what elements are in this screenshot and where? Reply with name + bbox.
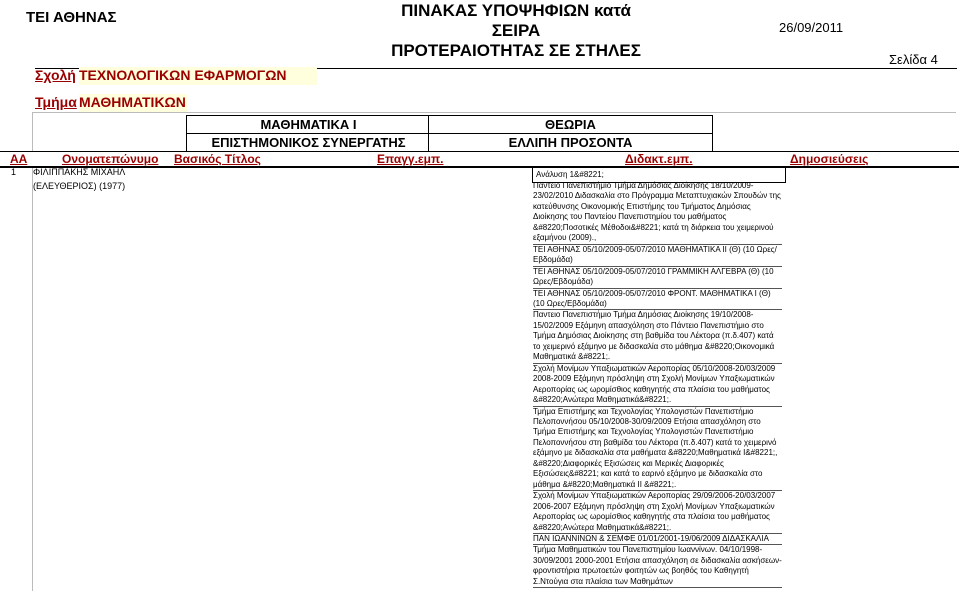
report-date: 26/09/2011 — [779, 20, 844, 35]
teaching-entry: Τμήμα Επιστήμης και Τεχνολογίας Υπολογιστών Πανεπιστήμιο Πελοποννήσου 05/10/2008-30/09/2009 Ετήσια απασχόληση στο Τμήμα Επιστήμης και Τεχνολογίας Υπολογιστών Πανεπιστήμιο Πελοποννήσου στη βαθμίδα του Λέκτορα (π.δ.407) κατά το χειμερινό εξάμηνο με διδασκαλία στα μαθήματα &#8220;Μαθηματικά Ι&#8221;, &#8220;Διαφορικές Εξισώσεις και Μερικές Διαφορικές Εξισώσεις&#8221; και κατά το εαρινό εξάμηνο με διδασκαλία στο μάθημα &#8220;Μαθηματικά ΙΙ &#8221;. — [533, 407, 782, 492]
qualification-status-box: ΕΛΛΙΠΗ ΠΡΟΣΟΝΤΑ — [428, 133, 713, 152]
col-aa: AA — [10, 152, 28, 166]
report-frame — [32, 112, 956, 591]
page-number: Σελίδα 4 — [889, 52, 938, 67]
report-title-line2: ΠΡΟΤΕΡΑΙΟΤΗΤΑΣ ΣΕ ΣΤΗΛΕΣ — [391, 41, 641, 60]
course-box: ΜΑΘΗΜΑΤΙΚΑ Ι — [186, 115, 431, 134]
candidate-name: ΦΙΛΙΠΠΑΚΗΣ ΜΙΧΑΗΛ — [33, 167, 126, 177]
col-name: Ονοματεπώνυμο — [62, 152, 159, 166]
teaching-entry: Σχολή Μονίμων Υπαξιωματικών Αεροπορίας 29/09/2006-20/03/2007 2006-2007 Εξάμηνη πρόσληψη στη Σχολή Μονίμων Υπαξιωματικών Αεροπορίας ως ωρομίσθιος καθηγητής στα πλαίσια του μαθήματος &#8220;Ανώτερα Μαθηματικά&#8221;. — [533, 491, 782, 534]
course-type-box: ΘΕΩΡΙΑ — [428, 115, 713, 134]
analysis-text: Ανάλυση 1&#8221; — [536, 170, 604, 179]
teaching-entry: ΤΕΙ ΑΘΗΝΑΣ 05/10/2009-05/07/2010 ΓΡΑΜΜΙΚΗ ΑΛΓΕΒΡΑ (Θ) (10 Ωρες/Εβδομάδα) — [533, 267, 782, 289]
teaching-entry: Σχολή Μονίμων Υπαξιωματικών Αεροπορίας 05/10/2008-20/03/2009 2008-2009 Εξάμηνη πρόσληψη στη Σχολή Μονίμων Υπαξιωματικών Αεροπορίας ως ωρομίσθιος καθηγητής στα πλαίσια του μαθήματος &#8220;Ανώτερα Μαθηματικά&#8221;. — [533, 364, 782, 407]
organization-name: ΤΕΙ ΑΘΗΝΑΣ — [26, 9, 117, 26]
report-title — [379, 1, 653, 61]
col-teaching-experience: Διδακτ.εμπ. — [625, 152, 693, 166]
row-divider — [0, 166, 959, 167]
position-category-box: ΕΠΙΣΤΗΜΟΝΙΚΟΣ ΣΥΝΕΡΓΑΤΗΣ — [186, 133, 431, 152]
department-value: ΜΑΘΗΜΑΤΙΚΩΝ — [79, 94, 186, 110]
school-value: ΤΕΧΝΟΛΟΓΙΚΩΝ ΕΦΑΡΜΟΓΩΝ — [79, 67, 317, 85]
teaching-entry: Παντειο Πανεπιστήμιο Τμήμα Δημόσιας Διοίκησης 19/10/2008-15/02/2009 Εξάμηνη απασχόληση στο Πάντειο Πανεπιστήμιο στο Τμήμα Δημόσιας Διοίκησης στη βαθμίδα του Λέκτορα (π.δ.407) κατά το χειμερινό εξάμηνο με διδασκαλία στο μάθημα &#8220;Οικονομικά Μαθηματικά &#8221;. — [533, 310, 782, 363]
school-label: Σχολή — [35, 67, 76, 83]
col-publications: Δημοσιεύσεις — [790, 152, 869, 166]
teaching-entry: ΤΕΙ ΑΘΗΝΑΣ 05/10/2009-05/07/2010 ΦΡΟΝΤ. ΜΑΘΗΜΑΤΙΚΑ Ι (Θ) (10 Ωρες/Εβδομάδα) — [533, 289, 782, 311]
report-title-line1: ΠΙΝΑΚΑΣ ΥΠΟΨΗΦΙΩΝ κατά ΣΕΙΡΑ — [401, 1, 631, 40]
teaching-experience-list — [533, 181, 782, 588]
teaching-entry: Τμήμα Μαθηματικών του Πανεπιστημίου Ιωαννίνων. 04/10/1998-30/09/2001 2000-2001 Ετήσια απασχόληση σε διδασκαλία ασκήσεων-φροντιστήρια πρωτοετών φοιτητών ως βοηθός του Καθηγητή Σ.Ντούγια στα πλαίσια των Μαθημάτων — [533, 545, 782, 588]
candidate-father-year: (ΕΛΕΥΘΕΡΙΟΣ) (1977) — [33, 181, 126, 191]
teaching-entry: Παντειο Πανεπιστήμιο Τμήμα Δημόσιας Διοίκησης 18/10/2009-23/02/2010 Διδασκαλία στο Πρόγραμμα Μεταπτυχιακών Σπουδών της κατεύθυνσης Οικονομικής Επιστήμης του Τμήματος Δημόσιας Διοίκησης του Παντείου Πανεπιστημίου του μαθήματος &#8220;Ποσοτικές Μέθοδοι&#8221; κατά τη διάρκεια του χειμερινού εξαμήνου (2009)., — [533, 181, 782, 245]
candidate-aa: 1 — [11, 167, 17, 177]
department-label: Τμήμα — [35, 94, 77, 110]
teaching-entry: ΤΕΙ ΑΘΗΝΑΣ 05/10/2009-05/07/2010 ΜΑΘΗΜΑΤΙΚΑ ΙΙ (Θ) (10 Ωρες/Εβδομάδα) — [533, 245, 782, 267]
teaching-entry: ΠΑΝ ΙΩΑΝΝΙΝΩΝ & ΣΕΜΦΕ 01/01/2001-19/06/2009 ΔΙΔΑΣΚΑΛΙΑ — [533, 534, 782, 545]
col-basic-title: Βασικός Τίτλος — [174, 152, 261, 166]
col-professional-experience: Επαγγ.εμπ. — [377, 152, 444, 166]
